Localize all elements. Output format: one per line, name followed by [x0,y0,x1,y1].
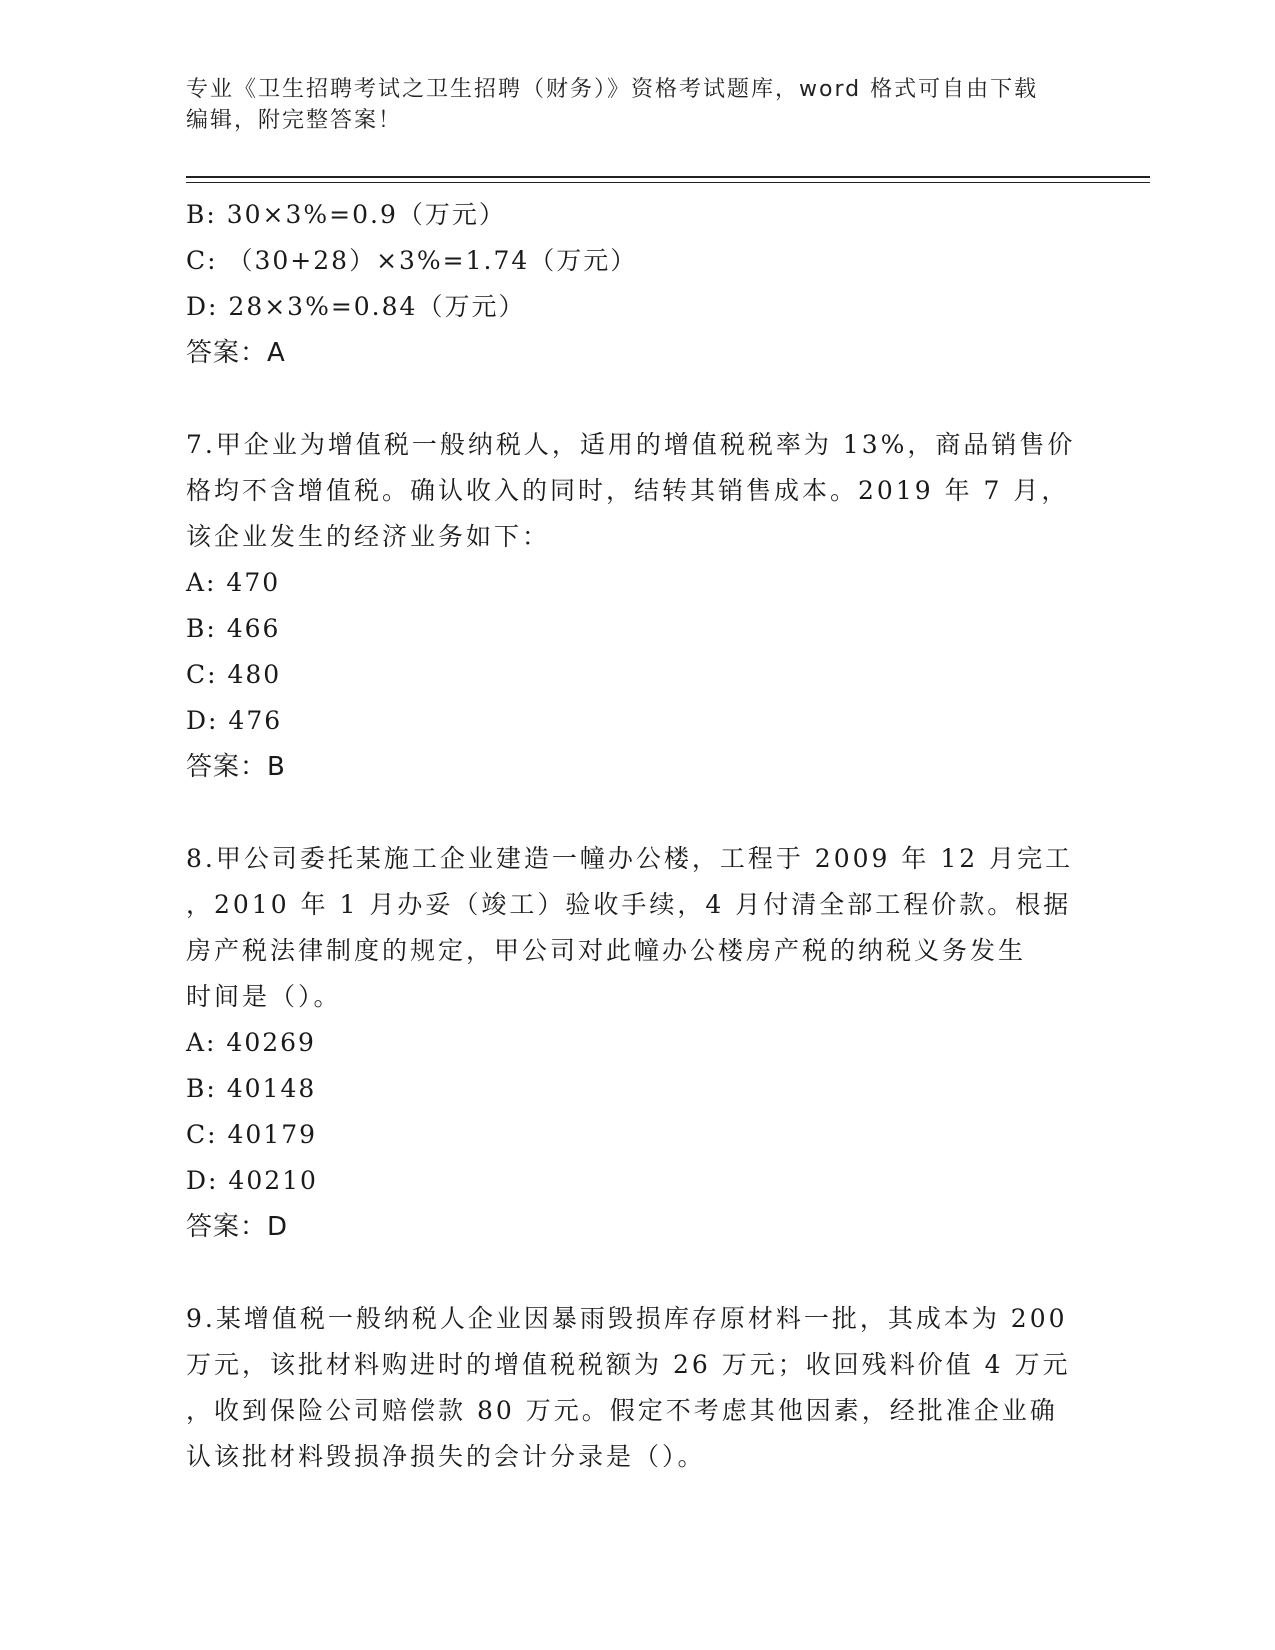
option-a: A: 470 [186,568,281,597]
question-text-line: 认该批材料毁损净损失的会计分录是（）。 [186,1442,706,1471]
question-text-line: 8.甲公司委托某施工企业建造一幢办公楼，工程于 2009 年 12 月完工 [186,844,1074,873]
question-text-line: 该企业发生的经济业务如下： [186,522,551,551]
document-header [186,74,1086,136]
option-c: C: （30+28）×3%=1.74（万元） [186,246,638,275]
question-text-line: ，收到保险公司赔偿款 80 万元。假定不考虑其他因素，经批准企业确 [186,1396,1058,1425]
question-6-tail [186,192,1086,376]
document-body [186,192,1086,1480]
option-c: C: 40179 [186,1120,318,1149]
question-text-line: 格均不含增值税。确认收入的同时，结转其销售成本。2019 年 7 月， [186,476,1070,505]
option-d: D: 476 [186,706,283,735]
option-b: B: 466 [186,614,281,643]
question-text-line: 时间是（）。 [186,982,342,1011]
question-text-line: ，2010 年 1 月办妥（竣工）验收手续，4 月付清全部工程价款。根据 [186,890,1072,919]
question-text-line: 万元，该批材料购进时的增值税税额为 26 万元；收回残料价值 4 万元 [186,1350,1071,1379]
option-b: B: 30×3%=0.9（万元） [186,200,506,229]
header-divider-thin [186,182,1150,183]
header-divider-thick [186,176,1150,178]
option-d: D: 40210 [186,1166,318,1195]
question-text-line: 房产税法律制度的规定，甲公司对此幢办公楼房产税的纳税义务发生 [186,936,1027,965]
option-b: B: 40148 [186,1074,317,1103]
header-line-1: 专业《卫生招聘考试之卫生招聘（财务）》资格考试题库，word 格式可自由下载 [186,77,1039,102]
answer: 答案：B [186,752,286,782]
question-7 [186,422,1086,790]
answer: 答案：A [186,338,286,368]
question-8 [186,836,1086,1250]
question-text-line: 9.某增值税一般纳税人企业因暴雨毁损库存原材料一批，其成本为 200 [186,1304,1068,1333]
answer: 答案：D [186,1212,289,1242]
question-text-line: 7.甲企业为增值税一般纳税人，适用的增值税税率为 13%，商品销售价 [186,430,1076,459]
option-c: C: 480 [186,660,282,689]
option-a: A: 40269 [186,1028,316,1057]
question-9 [186,1296,1086,1480]
option-d: D: 28×3%=0.84（万元） [186,292,526,321]
header-line-2: 编辑，附完整答案！ [186,108,403,133]
